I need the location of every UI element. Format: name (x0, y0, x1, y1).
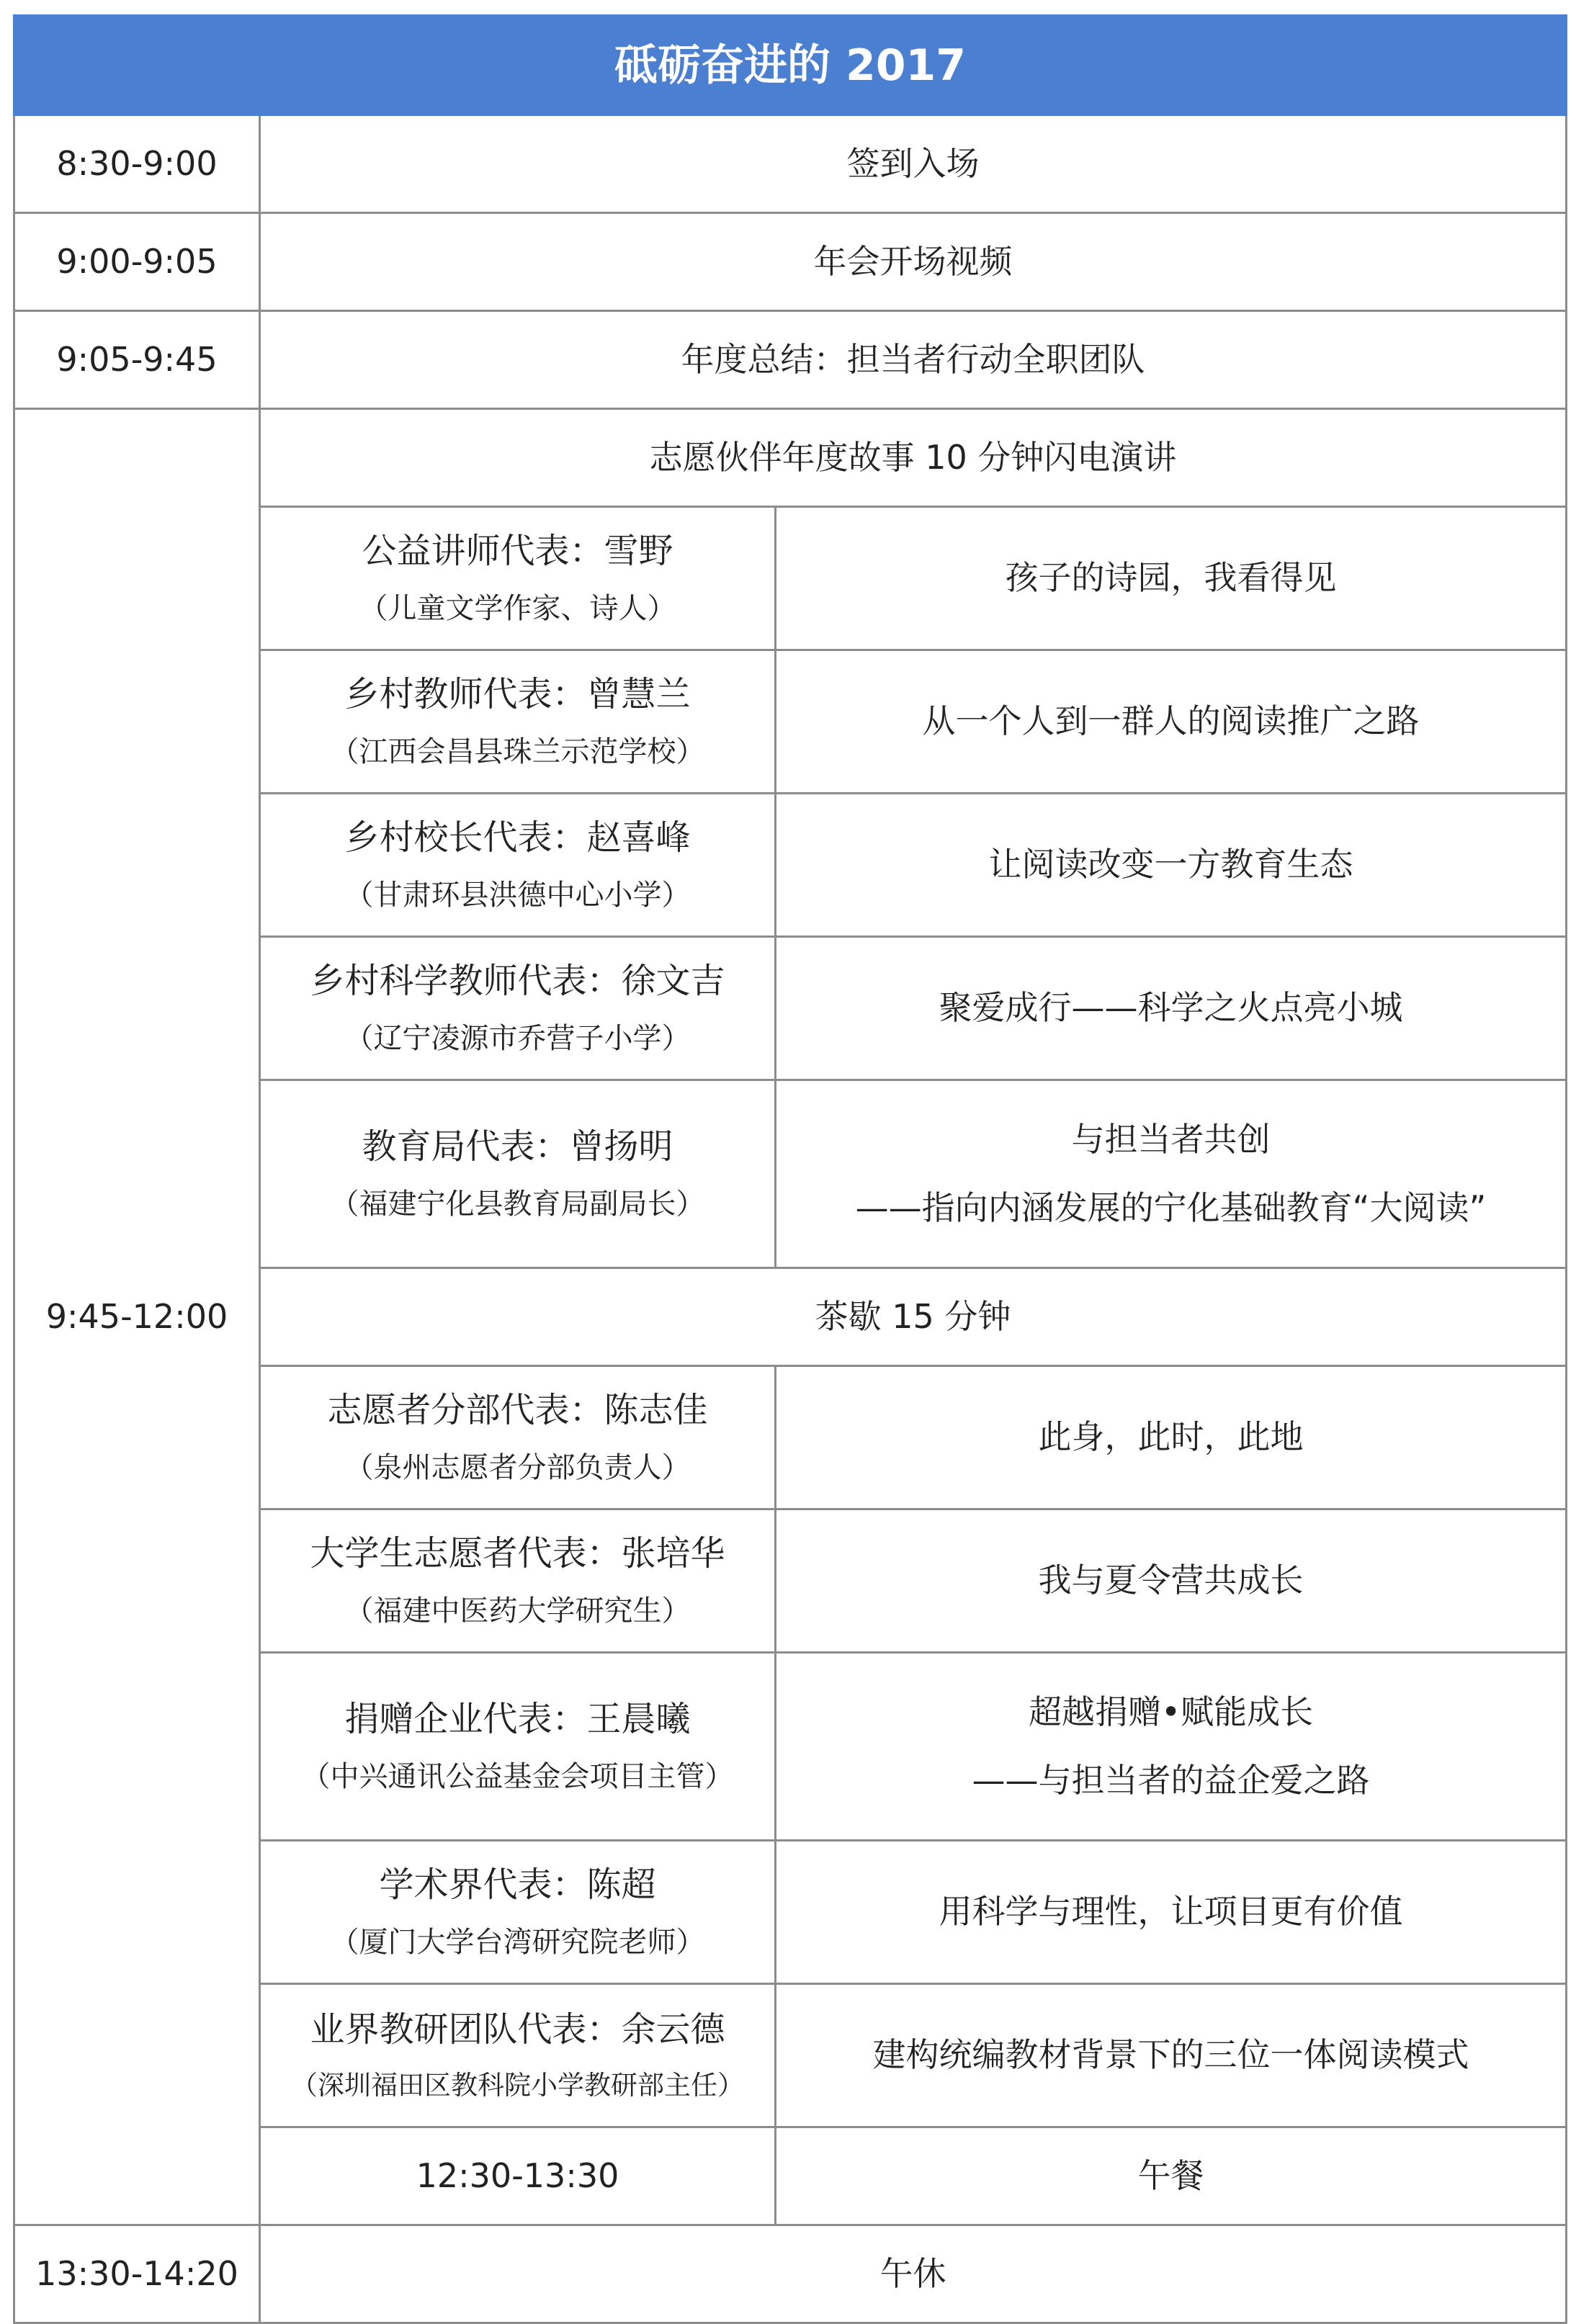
talk-topic: 用科学与理性，让项目更有价值 (776, 1841, 1567, 1984)
table-row (14, 2225, 1567, 2323)
talk-topic: 聚爱成行——科学之火点亮小城 (776, 937, 1567, 1080)
speaker-affiliation: （深圳福田区教科院小学教研部主任） (291, 2069, 744, 2101)
speaker-name: 乡村教师代表：曾慧兰 (344, 674, 691, 715)
speaker-name: 乡村校长代表：赵喜峰 (344, 817, 691, 858)
speaker-cell (260, 1984, 776, 2127)
talk-topic-cell (776, 1080, 1567, 1268)
speaker-affiliation: （福建宁化县教育局副局长） (330, 1187, 705, 1221)
talk-topic: 与担当者共创 (1071, 1119, 1271, 1159)
time-cell: 12:30-13:30 (260, 2127, 776, 2225)
agenda-item: 午休 (260, 2225, 1567, 2323)
speaker-cell (260, 1653, 776, 1841)
talk-topic: 我与夏令营共成长 (776, 1509, 1567, 1653)
speaker-affiliation: （儿童文学作家、诗人） (359, 591, 676, 625)
agenda-item: 午餐 (776, 2127, 1567, 2225)
speaker-affiliation: （江西会昌县珠兰示范学校） (330, 735, 705, 768)
speaker-cell (260, 1841, 776, 1984)
table-row (14, 213, 1567, 311)
speaker-affiliation: （福建中医药大学研究生） (344, 1594, 691, 1628)
talk-subtopic: ——指向内涵发展的宁化基础教育“大阅读” (855, 1188, 1487, 1227)
table-row (14, 311, 1567, 409)
agenda-item: 签到入场 (260, 115, 1567, 213)
speaker-name: 大学生志愿者代表：张培华 (310, 1533, 725, 1574)
speaker-name: 志愿者分部代表：陈志佳 (327, 1390, 708, 1431)
speaker-name: 教育局代表：曾扬明 (362, 1126, 673, 1167)
talk-topic: 此身，此时，此地 (776, 1366, 1567, 1509)
talk-topic: 让阅读改变一方教育生态 (776, 794, 1567, 937)
speaker-name: 捐赠企业代表：王晨曦 (344, 1699, 691, 1740)
talk-topic: 超越捐赠•赋能成长 (1028, 1692, 1314, 1731)
time-cell: 9:05-9:45 (14, 311, 260, 409)
talk-topic: 从一个人到一群人的阅读推广之路 (776, 650, 1567, 794)
speaker-cell (260, 1509, 776, 1653)
block-header: 志愿伙伴年度故事 10 分钟闪电演讲 (260, 409, 1567, 507)
time-cell: 13:30-14:20 (14, 2225, 260, 2323)
speaker-name: 公益讲师代表：雪野 (362, 531, 673, 572)
speaker-affiliation: （厦门大学台湾研究院老师） (330, 1925, 705, 1959)
talk-subtopic: ——与担当者的益企爱之路 (972, 1761, 1370, 1800)
table-row (14, 409, 1567, 507)
speaker-affiliation: （辽宁凌源市乔营子小学） (344, 1021, 691, 1055)
table-title: 砥砺奋进的 2017 (14, 16, 1567, 115)
speaker-affiliation: （中兴通讯公益基金会项目主管） (301, 1759, 734, 1793)
schedule-table (13, 14, 1567, 2324)
speaker-cell (260, 1366, 776, 1509)
talk-topic-cell (776, 1653, 1567, 1841)
agenda-item: 年度总结：担当者行动全职团队 (260, 311, 1567, 409)
speaker-name: 学术界代表：陈超 (379, 1865, 656, 1906)
time-cell: 9:00-9:05 (14, 213, 260, 311)
speaker-cell (260, 794, 776, 937)
time-cell: 8:30-9:00 (14, 115, 260, 213)
speaker-name: 业界教研团队代表：余云德 (310, 2009, 725, 2050)
agenda-item: 年会开场视频 (260, 213, 1567, 311)
speaker-name: 乡村科学教师代表：徐文吉 (310, 961, 725, 1002)
speaker-cell (260, 650, 776, 794)
speaker-cell (260, 507, 776, 650)
break-item: 茶歇 15 分钟 (260, 1268, 1567, 1366)
talk-topic: 孩子的诗园，我看得见 (776, 507, 1567, 650)
speaker-affiliation: （甘肃环县洪德中心小学） (344, 878, 691, 912)
table-row (14, 115, 1567, 213)
speaker-cell (260, 937, 776, 1080)
speaker-affiliation: （泉州志愿者分部负责人） (344, 1450, 691, 1484)
time-cell: 9:45-12:00 (14, 409, 260, 2225)
speaker-cell (260, 1080, 776, 1268)
talk-topic: 建构统编教材背景下的三位一体阅读模式 (776, 1984, 1567, 2127)
